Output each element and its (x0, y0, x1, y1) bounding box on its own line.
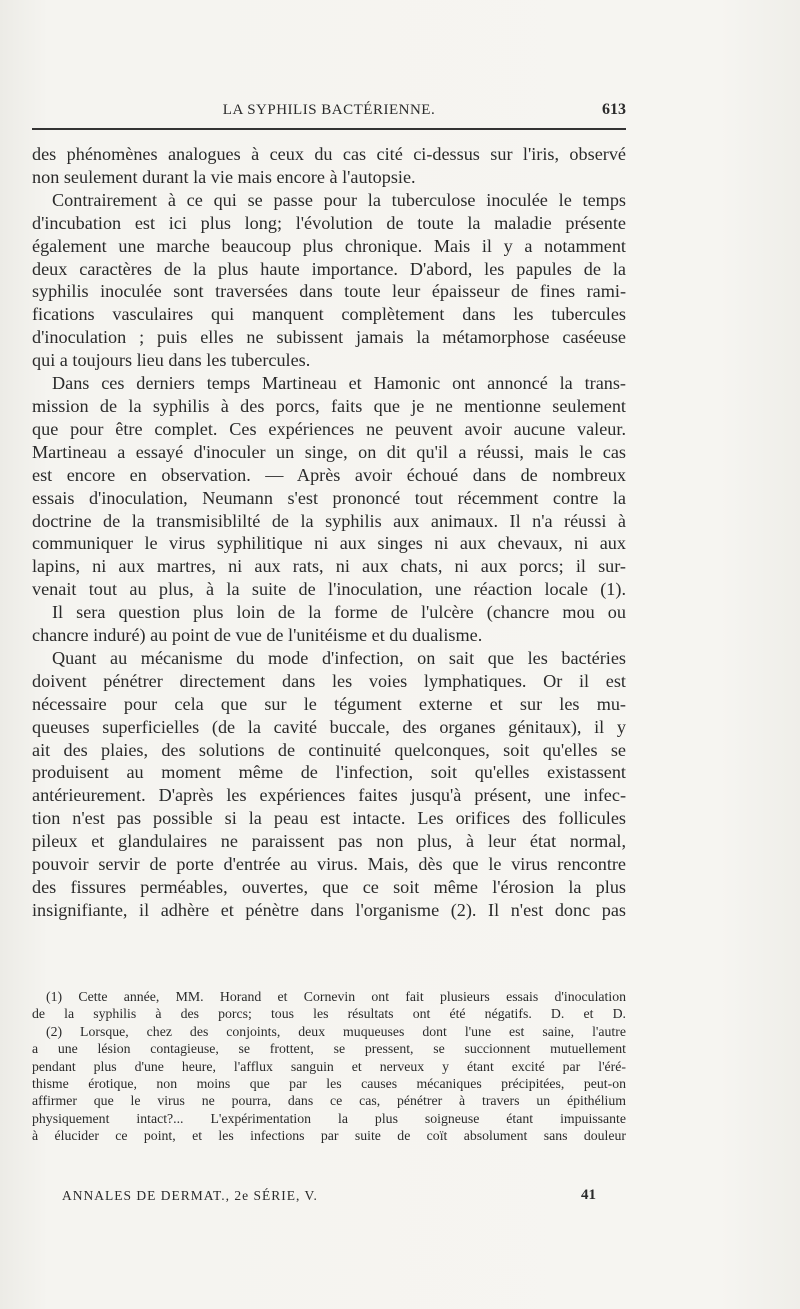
body-line: tion n'est pas possible si la peau est intacte. Les orifices des follicules (32, 808, 626, 829)
body-line: Quant au mécanisme du mode d'infection, on sait que les bactéries (52, 647, 626, 668)
body-line: est encore en observation. — Après avoir échoué dans de nombreux (32, 464, 626, 485)
body-line: syphilis inoculée sont traversées dans toute leur épaisseur de fines rami- (32, 281, 626, 302)
body-line: des fissures perméables, ouvertes, que ce soit même l'érosion la plus (32, 877, 626, 897)
footnote-line: (2) Lorsque, chez des conjoints, deux muqueuses dont l'une est saine, l'autre (46, 1023, 626, 1039)
body-line: pouvoir servir de porte d'entrée au virus. Mais, dès que le virus rencontre (32, 854, 626, 875)
body-line: essais d'inoculation, Neumann s'est prononcé tout récemment contre la (32, 487, 626, 508)
footnote-line: de la syphilis à des porcs; tous les résultats ont été négatifs. D. et D. (32, 1006, 626, 1022)
body-line: lapins, ni aux martres, ni aux rats, ni aux chats, ni aux porcs; il sur- (32, 556, 626, 577)
sheet-signature: 41 (581, 1187, 596, 1203)
footnote-line: pendant plus d'une heure, l'afflux sanguin et nerveux y étant excité par l'éré- (32, 1058, 626, 1074)
body-line: fications vasculaires qui manquent complètement dans les tubercules (32, 304, 626, 325)
body-line: également une marche beaucoup plus chronique. Mais il y a notamment (32, 235, 626, 256)
body-text (32, 143, 626, 922)
body-line: d'incubation est ici plus long; l'évolution de toute la maladie présente (32, 212, 626, 233)
body-line: queuses superficielles (de la cavité buccale, des organes génitaux), il y (32, 716, 626, 737)
body-line: venait tout au plus, à la suite de l'inoculation, une réaction locale (1). (32, 579, 626, 600)
footnote-line: physiquement intact?... L'expérimentation la plus soigneuse étant impuissante (32, 1110, 626, 1126)
body-line: d'inoculation ; puis elles ne subissent jamais la métamorphose caséeuse (32, 327, 626, 348)
body-line: doivent pénétrer directement dans les voies lymphatiques. Or il est (32, 670, 626, 691)
body-line: insignifiante, il adhère et pénètre dans l'organisme (2). Il n'est donc pas (32, 899, 626, 920)
body-line: mission de la syphilis à des porcs, faits que je ne mentionne seulement (32, 395, 626, 416)
footnotes (32, 988, 626, 1145)
body-line: doctrine de la transmisiblilté de la syphilis aux animaux. Il n'a réussi à (32, 510, 626, 531)
body-line: qui a toujours lieu dans les tubercules. (32, 350, 311, 371)
body-line: Il sera question plus loin de la forme de l'ulcère (chancre mou ou (52, 602, 626, 623)
running-header (32, 100, 626, 126)
body-line: chancre induré) au point de vue de l'unitéisme et du dualisme. (32, 625, 483, 646)
footnote-line: a une lésion contagieuse, se frottent, se pressent, se succionnent mutuellement (32, 1041, 626, 1057)
body-line: non seulement durant la vie mais encore à l'autopsie. (32, 166, 416, 187)
body-line: Dans ces derniers temps Martineau et Hamonic ont annoncé la trans- (52, 373, 626, 394)
body-line: pileux et glandulaires ne paraissent pas non plus, à leur état normal, (32, 831, 626, 852)
header-rule (32, 128, 626, 130)
footnote-line: à élucider ce point, et les infections par suite de coït absolument sans douleur (32, 1128, 626, 1144)
body-line: antérieurement. D'après les expériences faites jusqu'à présent, une infec- (32, 785, 626, 806)
footnote-line: (1) Cette année, MM. Horand et Cornevin ont fait plusieurs essais d'inoculation (46, 989, 626, 1004)
page-footer (32, 1186, 626, 1208)
footnote-line: thisme érotique, non moins que par les causes mécaniques précipitées, peut-on (32, 1076, 626, 1092)
body-line: des phénomènes analogues à ceux du cas cité ci-dessus sur l'iris, observé (32, 144, 626, 164)
footnote-line: affirmer que le virus ne pourra, dans ce cas, pénétrer à travers un épithélium (32, 1093, 626, 1109)
body-line: Martineau a essayé d'inoculer un singe, on dit qu'il a réussi, mais le cas (32, 441, 626, 462)
page-number: 613 (602, 101, 626, 118)
journal-signature: ANNALES DE DERMAT., 2e SÉRIE, V. (62, 1188, 318, 1203)
body-line: produisent au moment même de l'infection, soit qu'elles existassent (32, 762, 626, 783)
body-line: deux caractères de la plus haute importance. D'abord, les papules de la (32, 258, 626, 279)
body-line: ait des plaies, des solutions de continuité quelconques, soit qu'elles se (32, 739, 626, 760)
body-line: que pour être complet. Ces expériences ne peuvent avoir aucune valeur. (32, 418, 626, 439)
running-title: LA SYPHILIS BACTÉRIENNE. (222, 102, 436, 118)
body-line: communiquer le virus syphilitique ni aux singes ni aux chevaux, ni aux (32, 533, 626, 554)
body-line: Contrairement à ce qui se passe pour la tuberculose inoculée le temps (52, 189, 626, 210)
body-line: nécessaire pour cela que sur le tégument externe et sur les mu- (32, 693, 626, 714)
